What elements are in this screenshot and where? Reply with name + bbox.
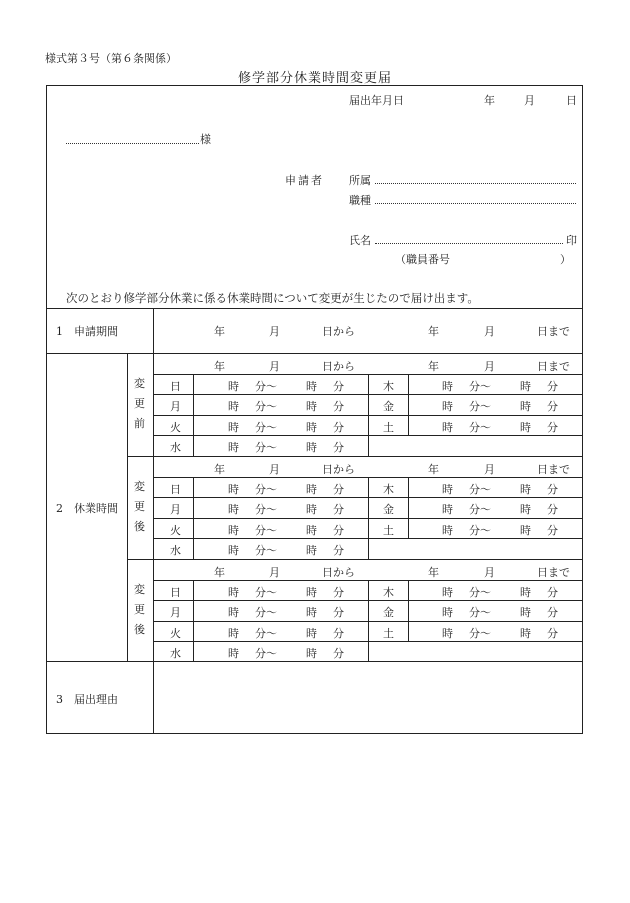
- hour-unit: 時: [306, 503, 317, 516]
- weekday-label: 土: [383, 421, 394, 434]
- date-month-unit: 月: [524, 94, 535, 107]
- minute-unit: 分: [547, 606, 558, 619]
- minute-range-unit: 分〜: [469, 400, 491, 413]
- form-title: 修学部分休業時間変更届: [237, 71, 392, 86]
- form-number: 様式第３号（第６条関係）: [45, 52, 177, 65]
- seal-mark: 印: [566, 234, 577, 247]
- minute-unit: 分: [333, 441, 344, 454]
- minute-unit: 分: [333, 503, 344, 516]
- minute-range-unit: 分〜: [469, 627, 491, 640]
- period-end-day: 日まで: [537, 325, 570, 338]
- block-side-label: 後: [134, 623, 145, 636]
- hour-unit: 時: [520, 586, 531, 599]
- block-end-year: 年: [428, 463, 439, 476]
- employee-number-open: （職員番号: [395, 253, 450, 266]
- block-side-label: 変: [134, 583, 145, 596]
- rule-line: [127, 456, 583, 457]
- minute-unit: 分: [333, 483, 344, 496]
- hour-unit: 時: [442, 627, 453, 640]
- minute-range-unit: 分〜: [255, 421, 277, 434]
- minute-range-unit: 分〜: [255, 544, 277, 557]
- hour-unit: 時: [442, 483, 453, 496]
- weekday-label: 月: [170, 400, 181, 413]
- minute-unit: 分: [547, 524, 558, 537]
- hour-unit: 時: [306, 544, 317, 557]
- weekday-label: 水: [170, 544, 181, 557]
- minute-unit: 分: [333, 627, 344, 640]
- block-end-day: 日まで: [537, 566, 570, 579]
- block-end-day: 日まで: [537, 360, 570, 373]
- minute-unit: 分: [333, 421, 344, 434]
- hour-unit: 時: [442, 380, 453, 393]
- hour-unit: 時: [306, 421, 317, 434]
- hour-unit: 時: [306, 483, 317, 496]
- hour-unit: 時: [228, 441, 239, 454]
- minute-range-unit: 分〜: [255, 380, 277, 393]
- block-end-month: 月: [484, 463, 495, 476]
- block-side-label: 前: [134, 417, 145, 430]
- minute-unit: 分: [547, 400, 558, 413]
- affiliation-field[interactable]: [375, 183, 576, 184]
- hour-unit: 時: [228, 400, 239, 413]
- hour-unit: 時: [228, 606, 239, 619]
- minute-unit: 分: [547, 483, 558, 496]
- hour-unit: 時: [228, 503, 239, 516]
- minute-range-unit: 分〜: [469, 380, 491, 393]
- hour-unit: 時: [442, 524, 453, 537]
- hour-unit: 時: [442, 503, 453, 516]
- minute-range-unit: 分〜: [255, 627, 277, 640]
- hour-unit: 時: [228, 544, 239, 557]
- employee-number-close: ）: [560, 253, 571, 266]
- minute-unit: 分: [547, 503, 558, 516]
- minute-unit: 分: [333, 524, 344, 537]
- block-side-label: 更: [134, 500, 145, 513]
- addressee-suffix: 様: [200, 133, 211, 146]
- hour-unit: 時: [306, 380, 317, 393]
- minute-unit: 分: [547, 627, 558, 640]
- hour-unit: 時: [520, 400, 531, 413]
- weekday-label: 木: [383, 380, 394, 393]
- reason-label: 3 届出理由: [56, 693, 118, 706]
- position-field[interactable]: [375, 203, 576, 204]
- date-day-unit: 日: [566, 94, 577, 107]
- minute-range-unit: 分〜: [255, 586, 277, 599]
- rule-line: [408, 374, 409, 435]
- block-side-label: 変: [134, 377, 145, 390]
- weekday-label: 木: [383, 586, 394, 599]
- rule-line: [408, 477, 409, 538]
- minute-unit: 分: [547, 586, 558, 599]
- minute-range-unit: 分〜: [255, 647, 277, 660]
- hour-unit: 時: [306, 647, 317, 660]
- minute-unit: 分: [333, 606, 344, 619]
- block-start-day: 日から: [322, 360, 355, 373]
- hour-unit: 時: [520, 503, 531, 516]
- hours-label: 2 休業時間: [56, 502, 118, 515]
- block-start-year: 年: [214, 463, 225, 476]
- weekday-label: 日: [170, 483, 181, 496]
- block-start-day: 日から: [322, 566, 355, 579]
- minute-unit: 分: [333, 544, 344, 557]
- rule-line: [368, 580, 369, 662]
- minute-unit: 分: [333, 647, 344, 660]
- minute-range-unit: 分〜: [469, 483, 491, 496]
- minute-unit: 分: [547, 421, 558, 434]
- hour-unit: 時: [228, 380, 239, 393]
- hour-unit: 時: [228, 627, 239, 640]
- rule-line: [368, 477, 369, 559]
- block-side-label: 後: [134, 520, 145, 533]
- reason-field[interactable]: [154, 662, 582, 733]
- weekday-label: 土: [383, 524, 394, 537]
- hour-unit: 時: [520, 380, 531, 393]
- minute-range-unit: 分〜: [255, 524, 277, 537]
- hour-unit: 時: [228, 647, 239, 660]
- hour-unit: 時: [520, 421, 531, 434]
- weekday-label: 火: [170, 524, 181, 537]
- minute-range-unit: 分〜: [255, 441, 277, 454]
- hour-unit: 時: [306, 627, 317, 640]
- period-start-day: 日から: [322, 325, 355, 338]
- rule-line: [46, 308, 583, 309]
- block-side-label: 更: [134, 397, 145, 410]
- hour-unit: 時: [306, 606, 317, 619]
- minute-range-unit: 分〜: [255, 606, 277, 619]
- name-field[interactable]: [375, 243, 563, 244]
- block-end-year: 年: [428, 360, 439, 373]
- block-start-day: 日から: [322, 463, 355, 476]
- weekday-label: 金: [383, 400, 394, 413]
- hour-unit: 時: [228, 586, 239, 599]
- block-end-year: 年: [428, 566, 439, 579]
- block-start-year: 年: [214, 360, 225, 373]
- affiliation-label: 所属: [349, 174, 371, 187]
- minute-range-unit: 分〜: [469, 421, 491, 434]
- minute-range-unit: 分〜: [469, 606, 491, 619]
- block-end-day: 日まで: [537, 463, 570, 476]
- weekday-label: 土: [383, 627, 394, 640]
- weekday-label: 水: [170, 441, 181, 454]
- minute-range-unit: 分〜: [469, 586, 491, 599]
- rule-line: [408, 580, 409, 641]
- minute-range-unit: 分〜: [469, 503, 491, 516]
- hour-unit: 時: [306, 441, 317, 454]
- block-end-month: 月: [484, 566, 495, 579]
- rule-line: [193, 374, 194, 456]
- block-start-year: 年: [214, 566, 225, 579]
- minute-range-unit: 分〜: [255, 503, 277, 516]
- period-end-month: 月: [484, 325, 495, 338]
- block-start-month: 月: [269, 463, 280, 476]
- block-side-label: 更: [134, 603, 145, 616]
- rule-line: [193, 580, 194, 662]
- weekday-label: 月: [170, 606, 181, 619]
- hour-unit: 時: [442, 400, 453, 413]
- weekday-label: 月: [170, 503, 181, 516]
- addressee-field[interactable]: [66, 143, 199, 144]
- weekday-label: 日: [170, 380, 181, 393]
- date-year-unit: 年: [484, 94, 495, 107]
- hour-unit: 時: [228, 483, 239, 496]
- hour-unit: 時: [520, 627, 531, 640]
- minute-range-unit: 分〜: [255, 483, 277, 496]
- hour-unit: 時: [520, 483, 531, 496]
- block-start-month: 月: [269, 360, 280, 373]
- rule-line: [193, 477, 194, 559]
- block-end-month: 月: [484, 360, 495, 373]
- weekday-label: 水: [170, 647, 181, 660]
- period-end-year: 年: [428, 325, 439, 338]
- minute-unit: 分: [333, 380, 344, 393]
- rule-line: [368, 374, 369, 456]
- weekday-label: 金: [383, 606, 394, 619]
- hour-unit: 時: [228, 524, 239, 537]
- weekday-label: 日: [170, 586, 181, 599]
- hour-unit: 時: [306, 524, 317, 537]
- minute-unit: 分: [333, 400, 344, 413]
- weekday-label: 金: [383, 503, 394, 516]
- block-side-label: 変: [134, 480, 145, 493]
- position-label: 職種: [349, 194, 371, 207]
- minute-unit: 分: [547, 380, 558, 393]
- weekday-label: 火: [170, 421, 181, 434]
- weekday-label: 火: [170, 627, 181, 640]
- statement-text: 次のとおり修学部分休業に係る休業時間について変更が生じたので届け出ます。: [66, 291, 479, 305]
- period-label: 1 申請期間: [56, 325, 118, 338]
- block-start-month: 月: [269, 566, 280, 579]
- hour-unit: 時: [442, 421, 453, 434]
- date-label: 届出年月日: [349, 94, 404, 107]
- name-label: 氏名: [349, 234, 371, 247]
- applicant-label: 申請者: [285, 174, 324, 187]
- hour-unit: 時: [306, 400, 317, 413]
- hour-unit: 時: [442, 606, 453, 619]
- hour-unit: 時: [306, 586, 317, 599]
- hour-unit: 時: [520, 606, 531, 619]
- weekday-label: 木: [383, 483, 394, 496]
- minute-range-unit: 分〜: [469, 524, 491, 537]
- rule-line: [127, 559, 583, 560]
- minute-range-unit: 分〜: [255, 400, 277, 413]
- period-start-year: 年: [214, 325, 225, 338]
- hour-unit: 時: [228, 421, 239, 434]
- rule-line: [127, 353, 128, 661]
- hour-unit: 時: [520, 524, 531, 537]
- period-start-month: 月: [269, 325, 280, 338]
- minute-unit: 分: [333, 586, 344, 599]
- hour-unit: 時: [442, 586, 453, 599]
